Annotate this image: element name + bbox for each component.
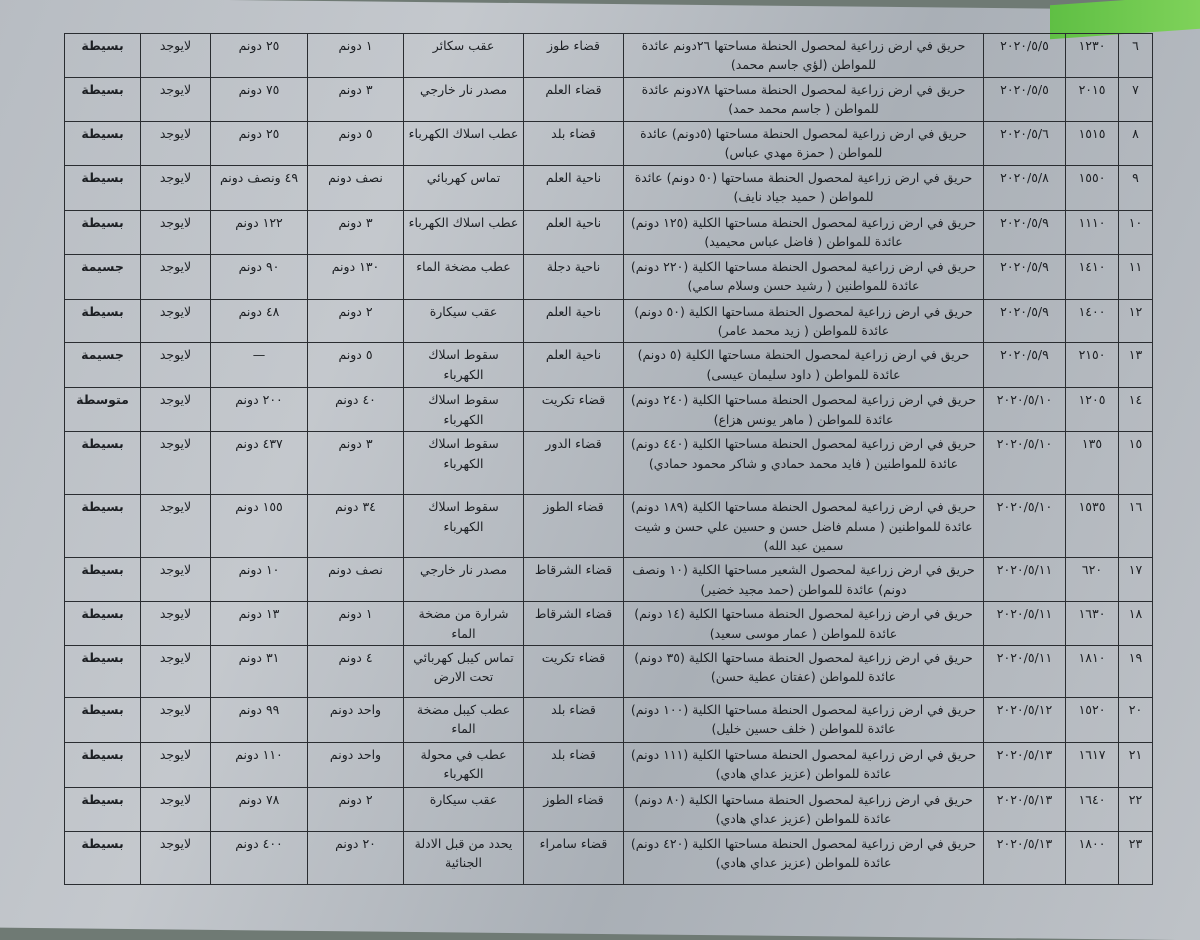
- description-cell: حريق في ارض زراعية لمحصول الحنطة مساحتها الكلية (٨٠ دونم) عائدة للمواطن (عزيز عداي هادي): [624, 787, 984, 831]
- area-cell: قضاء بلد: [524, 121, 624, 165]
- casualties-cell: لايوجد: [141, 495, 211, 558]
- cause-cell: عطب اسلاك الكهرباء: [404, 121, 524, 165]
- severity-cell: بسيطة: [65, 831, 141, 884]
- area-cell: قضاء الطوز: [524, 787, 624, 831]
- report-number-cell: ١٥٣٥: [1066, 495, 1119, 558]
- report-number-cell: ١٥٥٠: [1066, 165, 1119, 210]
- cause-cell: شرارة من مضخة الماء: [404, 602, 524, 646]
- area-cell: ناحية العلم: [524, 165, 624, 210]
- burned-area-cell: ٥ دونم: [308, 121, 404, 165]
- seq-cell: ٢٠: [1119, 697, 1153, 742]
- table-row: [65, 432, 1153, 495]
- date-cell: ٢٠٢٠/٥/٥: [984, 77, 1066, 121]
- saved-area-cell: ٢٥ دونم: [211, 121, 308, 165]
- date-cell: ٢٠٢٠/٥/١٢: [984, 697, 1066, 742]
- cause-cell: مصدر نار خارجي: [404, 77, 524, 121]
- burned-area-cell: ٣ دونم: [308, 432, 404, 495]
- severity-cell: بسيطة: [65, 121, 141, 165]
- cause-cell: عقب سيكارة: [404, 299, 524, 343]
- seq-cell: ٧: [1119, 77, 1153, 121]
- saved-area-cell: ٧٥ دونم: [211, 77, 308, 121]
- casualties-cell: لايوجد: [141, 787, 211, 831]
- casualties-cell: لايوجد: [141, 210, 211, 254]
- cause-cell: عطب اسلاك الكهرباء: [404, 210, 524, 254]
- burned-area-cell: ٣ دونم: [308, 77, 404, 121]
- burned-area-cell: ٢ دونم: [308, 787, 404, 831]
- cause-cell: سقوط اسلاك الكهرباء: [404, 343, 524, 388]
- casualties-cell: لايوجد: [141, 602, 211, 646]
- table-row: [65, 34, 1153, 78]
- description-cell: حريق في ارض زراعية لمحصول الحنطة مساحتها ٧٨دونم عائدة للمواطن ( جاسم محمد حمد): [624, 77, 984, 121]
- table-row: [65, 165, 1153, 210]
- table-row: [65, 558, 1153, 602]
- cause-cell: عطب مضخة الماء: [404, 254, 524, 299]
- description-cell: حريق في ارض زراعية لمحصول الحنطة مساحتها الكلية (٤٤٠ دونم) عائدة للمواطنين ( فايد محمد حمادي و شاكر محمود حمادي): [624, 432, 984, 495]
- severity-cell: بسيطة: [65, 787, 141, 831]
- area-cell: قضاء تكريت: [524, 388, 624, 432]
- date-cell: ٢٠٢٠/٥/١١: [984, 645, 1066, 697]
- date-cell: ٢٠٢٠/٥/١٣: [984, 831, 1066, 884]
- casualties-cell: لايوجد: [141, 299, 211, 343]
- cause-cell: عقب سكائر: [404, 34, 524, 78]
- area-cell: ناحية دجلة: [524, 254, 624, 299]
- severity-cell: بسيطة: [65, 34, 141, 78]
- seq-cell: ١٢: [1119, 299, 1153, 343]
- seq-cell: ١٠: [1119, 210, 1153, 254]
- severity-cell: بسيطة: [65, 742, 141, 787]
- saved-area-cell: ٤٣٧ دونم: [211, 432, 308, 495]
- casualties-cell: لايوجد: [141, 388, 211, 432]
- date-cell: ٢٠٢٠/٥/٦: [984, 121, 1066, 165]
- description-cell: حريق في ارض زراعية لمحصول الحنطة مساحتها الكلية (٢٤٠ دونم) عائدة للمواطن ( ماهر يونس هزاع): [624, 388, 984, 432]
- area-cell: قضاء طوز: [524, 34, 624, 78]
- burned-area-cell: ٥ دونم: [308, 343, 404, 388]
- description-cell: حريق في ارض زراعية لمحصول الحنطة مساحتها الكلية (١٨٩ دونم) عائدة للمواطنين ( مسلم فاضل حسن و حسين علي حسن و شيت سمين عبد الله): [624, 495, 984, 558]
- area-cell: قضاء بلد: [524, 697, 624, 742]
- saved-area-cell: —: [211, 343, 308, 388]
- burned-area-cell: واحد دونم: [308, 697, 404, 742]
- saved-area-cell: ٣١ دونم: [211, 645, 308, 697]
- severity-cell: بسيطة: [65, 697, 141, 742]
- description-cell: حريق في ارض زراعية لمحصول الحنطة مساحتها الكلية (١١١ دونم) عائدة للمواطن (عزيز عداي هادي): [624, 742, 984, 787]
- description-cell: حريق في ارض زراعية لمحصول الحنطة مساحتها (٥٠ دونم) عائدة للمواطن ( حميد جياد نايف): [624, 165, 984, 210]
- seq-cell: ١١: [1119, 254, 1153, 299]
- date-cell: ٢٠٢٠/٥/٨: [984, 165, 1066, 210]
- date-cell: ٢٠٢٠/٥/١٣: [984, 787, 1066, 831]
- table-row: [65, 299, 1153, 343]
- cause-cell: عقب سيكارة: [404, 787, 524, 831]
- area-cell: قضاء العلم: [524, 77, 624, 121]
- table-row: [65, 121, 1153, 165]
- severity-cell: متوسطة: [65, 388, 141, 432]
- severity-cell: بسيطة: [65, 602, 141, 646]
- table-row: [65, 602, 1153, 646]
- area-cell: ناحية العلم: [524, 210, 624, 254]
- severity-cell: جسيمة: [65, 343, 141, 388]
- area-cell: قضاء بلد: [524, 742, 624, 787]
- burned-area-cell: ٤٠ دونم: [308, 388, 404, 432]
- cause-cell: سقوط اسلاك الكهرباء: [404, 388, 524, 432]
- burned-area-cell: ٢٠ دونم: [308, 831, 404, 884]
- report-number-cell: ١٨١٠: [1066, 645, 1119, 697]
- description-cell: حريق في ارض زراعية لمحصول الحنطة مساحتها الكلية (٣٥ دونم) عائدة للمواطن (عفتان عطية حسن): [624, 645, 984, 697]
- cause-cell: عطب كيبل مضخة الماء: [404, 697, 524, 742]
- cause-cell: عطب في محولة الكهرباء: [404, 742, 524, 787]
- date-cell: ٢٠٢٠/٥/١١: [984, 558, 1066, 602]
- date-cell: ٢٠٢٠/٥/١٠: [984, 432, 1066, 495]
- document-page: [64, 33, 1152, 880]
- area-cell: ناحية العلم: [524, 343, 624, 388]
- burned-area-cell: ٣ دونم: [308, 210, 404, 254]
- description-cell: حريق في ارض زراعية لمحصول الحنطة مساحتها الكلية (٥ دونم) عائدة للمواطن ( داود سليمان عيسى): [624, 343, 984, 388]
- burned-area-cell: ١ دونم: [308, 34, 404, 78]
- table-body: [65, 34, 1153, 885]
- report-number-cell: ٢١٥٠: [1066, 343, 1119, 388]
- report-number-cell: ١٥١٥: [1066, 121, 1119, 165]
- burned-area-cell: واحد دونم: [308, 742, 404, 787]
- date-cell: ٢٠٢٠/٥/١٠: [984, 495, 1066, 558]
- burned-area-cell: نصف دونم: [308, 165, 404, 210]
- description-cell: حريق في ارض زراعية لمحصول الشعير مساحتها الكلية (١٠ ونصف دونم) عائدة للمواطن (حمد مجيد خضير): [624, 558, 984, 602]
- severity-cell: بسيطة: [65, 645, 141, 697]
- report-number-cell: ١١١٠: [1066, 210, 1119, 254]
- report-number-cell: ١٦٤٠: [1066, 787, 1119, 831]
- report-number-cell: ١٢٠٥: [1066, 388, 1119, 432]
- table-row: [65, 787, 1153, 831]
- area-cell: قضاء تكريت: [524, 645, 624, 697]
- description-cell: حريق في ارض زراعية لمحصول الحنطة مساحتها الكلية (٥٠ دونم) عائدة للمواطن ( زيد محمد عامر): [624, 299, 984, 343]
- date-cell: ٢٠٢٠/٥/٩: [984, 299, 1066, 343]
- saved-area-cell: ٩٩ دونم: [211, 697, 308, 742]
- burned-area-cell: ٢ دونم: [308, 299, 404, 343]
- seq-cell: ١٨: [1119, 602, 1153, 646]
- burned-area-cell: ٤ دونم: [308, 645, 404, 697]
- severity-cell: بسيطة: [65, 210, 141, 254]
- casualties-cell: لايوجد: [141, 697, 211, 742]
- casualties-cell: لايوجد: [141, 165, 211, 210]
- casualties-cell: لايوجد: [141, 831, 211, 884]
- table-row: [65, 388, 1153, 432]
- date-cell: ٢٠٢٠/٥/٩: [984, 210, 1066, 254]
- table-row: [65, 77, 1153, 121]
- seq-cell: ٢٣: [1119, 831, 1153, 884]
- seq-cell: ١٣: [1119, 343, 1153, 388]
- severity-cell: بسيطة: [65, 299, 141, 343]
- table-row: [65, 697, 1153, 742]
- casualties-cell: لايوجد: [141, 34, 211, 78]
- report-number-cell: ١٦٣٠: [1066, 602, 1119, 646]
- description-cell: حريق في ارض زراعية لمحصول الحنطة مساحتها الكلية (١٤ دونم) عائدة للمواطن ( عمار موسى سعيد): [624, 602, 984, 646]
- severity-cell: بسيطة: [65, 432, 141, 495]
- table-row: [65, 495, 1153, 558]
- cause-cell: مصدر نار خارجي: [404, 558, 524, 602]
- report-number-cell: ١٦١٧: [1066, 742, 1119, 787]
- casualties-cell: لايوجد: [141, 558, 211, 602]
- saved-area-cell: ١٢٢ دونم: [211, 210, 308, 254]
- saved-area-cell: ١٥٥ دونم: [211, 495, 308, 558]
- date-cell: ٢٠٢٠/٥/٩: [984, 343, 1066, 388]
- report-number-cell: ١٥٢٠: [1066, 697, 1119, 742]
- casualties-cell: لايوجد: [141, 121, 211, 165]
- saved-area-cell: ٧٨ دونم: [211, 787, 308, 831]
- description-cell: حريق في ارض زراعية لمحصول الحنطة مساحتها الكلية (١٢٥ دونم) عائدة للمواطن ( فاضل عباس محيميد): [624, 210, 984, 254]
- date-cell: ٢٠٢٠/٥/١١: [984, 602, 1066, 646]
- cause-cell: تماس كهربائي: [404, 165, 524, 210]
- table-row: [65, 742, 1153, 787]
- casualties-cell: لايوجد: [141, 343, 211, 388]
- burned-area-cell: ١٣٠ دونم: [308, 254, 404, 299]
- cause-cell: يحدد من قبل الادلة الجنائية: [404, 831, 524, 884]
- report-number-cell: ٢٠١٥: [1066, 77, 1119, 121]
- date-cell: ٢٠٢٠/٥/٩: [984, 254, 1066, 299]
- description-cell: حريق في ارض زراعية لمحصول الحنطة مساحتها (٥دونم) عائدة للمواطن ( حمزة مهدي عباس): [624, 121, 984, 165]
- report-number-cell: ١٢٣٠: [1066, 34, 1119, 78]
- casualties-cell: لايوجد: [141, 645, 211, 697]
- burned-area-cell: ١ دونم: [308, 602, 404, 646]
- seq-cell: ٨: [1119, 121, 1153, 165]
- area-cell: قضاء الطوز: [524, 495, 624, 558]
- description-cell: حريق في ارض زراعية لمحصول الحنطة مساحتها الكلية (١٠٠ دونم) عائدة للمواطن ( خلف حسين خليل): [624, 697, 984, 742]
- severity-cell: بسيطة: [65, 165, 141, 210]
- severity-cell: بسيطة: [65, 495, 141, 558]
- incident-table: [64, 33, 1153, 885]
- severity-cell: بسيطة: [65, 77, 141, 121]
- report-number-cell: ١٣٥: [1066, 432, 1119, 495]
- cause-cell: تماس كيبل كهربائي تحت الارض: [404, 645, 524, 697]
- area-cell: ناحية العلم: [524, 299, 624, 343]
- table-row: [65, 645, 1153, 697]
- burned-area-cell: نصف دونم: [308, 558, 404, 602]
- report-number-cell: ١٤١٠: [1066, 254, 1119, 299]
- casualties-cell: لايوجد: [141, 254, 211, 299]
- report-number-cell: ١٨٠٠: [1066, 831, 1119, 884]
- description-cell: حريق في ارض زراعية لمحصول الحنطة مساحتها الكلية (٤٢٠ دونم) عائدة للمواطن (عزيز عداي هادي): [624, 831, 984, 884]
- saved-area-cell: ٤٩ ونصف دونم: [211, 165, 308, 210]
- cause-cell: سقوط اسلاك الكهرباء: [404, 432, 524, 495]
- seq-cell: ٦: [1119, 34, 1153, 78]
- description-cell: حريق في ارض زراعية لمحصول الحنطة مساحتها الكلية (٢٢٠ دونم) عائدة للمواطنين ( رشيد حسن وسلام سامي): [624, 254, 984, 299]
- table-row: [65, 831, 1153, 884]
- area-cell: قضاء الشرقاط: [524, 558, 624, 602]
- date-cell: ٢٠٢٠/٥/١٠: [984, 388, 1066, 432]
- seq-cell: ٩: [1119, 165, 1153, 210]
- saved-area-cell: ١٣ دونم: [211, 602, 308, 646]
- saved-area-cell: ٩٠ دونم: [211, 254, 308, 299]
- description-cell: حريق في ارض زراعية لمحصول الحنطة مساحتها ٢٦دونم عائدة للمواطن (لؤي جاسم محمد): [624, 34, 984, 78]
- area-cell: قضاء الشرقاط: [524, 602, 624, 646]
- cause-cell: سقوط اسلاك الكهرباء: [404, 495, 524, 558]
- saved-area-cell: ٢٥ دونم: [211, 34, 308, 78]
- area-cell: قضاء الدور: [524, 432, 624, 495]
- seq-cell: ١٤: [1119, 388, 1153, 432]
- date-cell: ٢٠٢٠/٥/١٣: [984, 742, 1066, 787]
- seq-cell: ١٧: [1119, 558, 1153, 602]
- table-row: [65, 210, 1153, 254]
- report-number-cell: ١٤٠٠: [1066, 299, 1119, 343]
- saved-area-cell: ٤٨ دونم: [211, 299, 308, 343]
- seq-cell: ١٦: [1119, 495, 1153, 558]
- table-row: [65, 343, 1153, 388]
- seq-cell: ١٥: [1119, 432, 1153, 495]
- area-cell: قضاء سامراء: [524, 831, 624, 884]
- report-number-cell: ٦٢٠: [1066, 558, 1119, 602]
- seq-cell: ٢٢: [1119, 787, 1153, 831]
- severity-cell: جسيمة: [65, 254, 141, 299]
- saved-area-cell: ٢٠٠ دونم: [211, 388, 308, 432]
- date-cell: ٢٠٢٠/٥/٥: [984, 34, 1066, 78]
- casualties-cell: لايوجد: [141, 77, 211, 121]
- burned-area-cell: ٣٤ دونم: [308, 495, 404, 558]
- saved-area-cell: ١١٠ دونم: [211, 742, 308, 787]
- saved-area-cell: ٤٠٠ دونم: [211, 831, 308, 884]
- severity-cell: بسيطة: [65, 558, 141, 602]
- casualties-cell: لايوجد: [141, 742, 211, 787]
- casualties-cell: لايوجد: [141, 432, 211, 495]
- seq-cell: ٢١: [1119, 742, 1153, 787]
- saved-area-cell: ١٠ دونم: [211, 558, 308, 602]
- table-row: [65, 254, 1153, 299]
- seq-cell: ١٩: [1119, 645, 1153, 697]
